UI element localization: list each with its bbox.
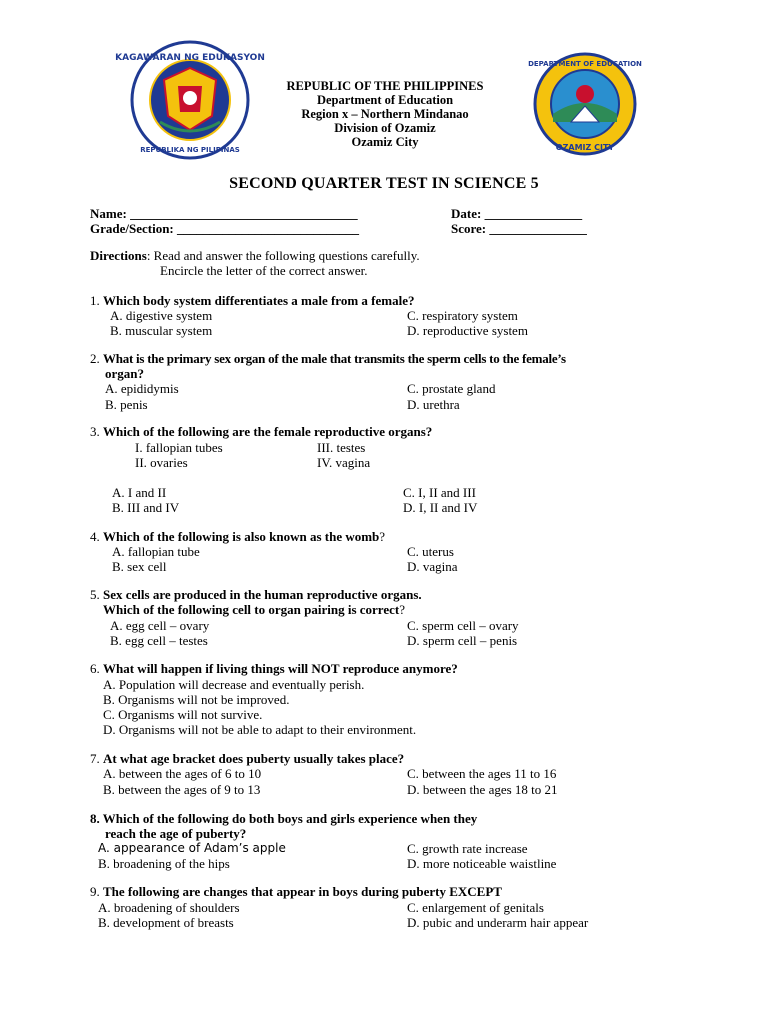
ozamiz-division-seal-logo	[528, 52, 642, 156]
svg-text:KAGAWARAN NG EDUKASYON: KAGAWARAN NG EDUKASYON	[115, 53, 265, 63]
name-field[interactable]: Name: ___________________________________	[90, 206, 358, 221]
q3-option-b[interactable]: B. III and IV	[112, 500, 180, 515]
q1-option-a[interactable]: A. digestive system	[110, 308, 213, 323]
question-2: 2. What is the primary sex organ of the male that transmits the sperm cells to the female’s	[90, 351, 566, 366]
grade-section-field[interactable]: Grade/Section: ____________________________	[90, 221, 360, 236]
q6-option-c[interactable]: C. Organisms will not survive.	[103, 707, 263, 722]
q3-option-d[interactable]: D. I, II and IV	[403, 500, 478, 515]
deped-seal-logo	[115, 40, 265, 160]
svg-text:OZAMIZ CITY: OZAMIZ CITY	[555, 143, 615, 152]
q5-option-b[interactable]: B. egg cell – testes	[110, 633, 208, 648]
q3-item-iii: III. testes	[317, 440, 366, 455]
q2-option-a[interactable]: A. epididymis	[105, 381, 179, 396]
header-line-region: Region x – Northern Mindanao	[301, 107, 469, 121]
question-1: 1. Which body system differentiates a male from a female?	[90, 293, 415, 308]
q7-option-a[interactable]: A. between the ages of 6 to 10	[103, 766, 262, 781]
q5-option-a[interactable]: A. egg cell – ovary	[110, 618, 210, 633]
q9-option-b[interactable]: B. development of breasts	[98, 915, 234, 930]
svg-text:DEPARTMENT OF EDUCATION: DEPARTMENT OF EDUCATION	[528, 60, 642, 68]
q4-option-c[interactable]: C. uterus	[407, 544, 454, 559]
directions-text: : Read and answer the following questions carefully.	[146, 248, 420, 263]
header-block	[240, 79, 530, 149]
q5-option-c[interactable]: C. sperm cell – ovary	[407, 618, 519, 633]
question-7: 7. At what age bracket does puberty usually takes place?	[90, 751, 405, 766]
q3-option-c[interactable]: C. I, II and III	[403, 485, 476, 500]
question-3-text: Which of the following are the female reproductive organs?	[103, 424, 433, 439]
score-field[interactable]: Score: _______________	[451, 221, 587, 236]
q7-option-c[interactable]: C. between the ages 11 to 16	[407, 766, 557, 781]
q2-option-b[interactable]: B. penis	[105, 397, 148, 412]
q8-option-a[interactable]: A. appearance of Adam’s apple	[98, 841, 286, 855]
question-9: 9. The following are changes that appear in boys during puberty EXCEPT	[90, 884, 502, 899]
q5-option-d[interactable]: D. sperm cell – penis	[407, 633, 518, 648]
q3-option-a[interactable]: A. I and II	[112, 485, 167, 500]
question-8: 8. Which of the following do both boys and girls experience when they	[90, 811, 478, 826]
question-2-text-cont: organ?	[105, 366, 144, 381]
date-field[interactable]: Date: _______________	[451, 206, 583, 221]
q6-option-d[interactable]: D. Organisms will not be able to adapt to their environment.	[103, 722, 417, 737]
q3-item-iv: IV. vagina	[317, 455, 371, 470]
q3-item-i: I. fallopian tubes	[135, 440, 223, 455]
question-6: 6. What will happen if living things will NOT reproduce anymore?	[90, 661, 458, 676]
question-3: 3. Which of the following are the female reproductive organs?	[90, 424, 433, 439]
q9-option-d[interactable]: D. pubic and underarm hair appear	[407, 915, 589, 930]
directions-line-2: Encircle the letter of the correct answer.	[160, 263, 368, 278]
header-line-department: Department of Education	[316, 93, 454, 107]
q1-option-c[interactable]: C. respiratory system	[407, 308, 518, 323]
directions-label: Directions	[90, 248, 147, 263]
question-5-text: Sex cells are produced in the human reproductive organs.	[103, 587, 422, 602]
question-6-text: What will happen if living things will NOT reproduce anymore?	[103, 661, 458, 676]
q2-option-c[interactable]: C. prostate gland	[407, 381, 496, 396]
q1-option-d[interactable]: D. reproductive system	[407, 323, 528, 338]
q1-option-b[interactable]: B. muscular system	[110, 323, 213, 338]
question-5-text-cont: Which of the following cell to organ pairing is correct?	[103, 602, 405, 617]
q9-option-a[interactable]: A. broadening of shoulders	[98, 900, 240, 915]
q9-option-c[interactable]: C. enlargement of genitals	[407, 900, 544, 915]
q8-option-b[interactable]: B. broadening of the hips	[98, 856, 230, 871]
q7-option-b[interactable]: B. between the ages of 9 to 13	[103, 782, 261, 797]
question-8-text-cont: reach the age of puberty?	[105, 826, 247, 841]
page-title: SECOND QUARTER TEST IN SCIENCE 5	[229, 175, 539, 192]
q8-option-d[interactable]: D. more noticeable waistline	[407, 856, 557, 871]
header-line-city: Ozamiz City	[351, 135, 419, 149]
question-1-text: Which body system differentiates a male from a female?	[103, 293, 415, 308]
q2-option-d[interactable]: D. urethra	[407, 397, 460, 412]
header-line-republic: REPUBLIC OF THE PHILIPPINES	[286, 79, 484, 93]
directions-line-1	[90, 248, 420, 263]
header-line-division: Division of Ozamiz	[334, 121, 436, 135]
q6-option-b[interactable]: B. Organisms will not be improved.	[103, 692, 290, 707]
q8-option-c[interactable]: C. growth rate increase	[407, 841, 528, 856]
q6-option-a[interactable]: A. Population will decrease and eventually perish.	[103, 677, 365, 692]
q3-item-ii: II. ovaries	[135, 455, 188, 470]
question-2-text: What is the primary sex organ of the male that transmits the sperm cells to the female’s	[103, 351, 566, 366]
question-8-text: Which of the following do both boys and girls experience when they	[102, 811, 478, 826]
question-5: 5. Sex cells are produced in the human reproductive organs.	[90, 587, 422, 602]
q4-option-a[interactable]: A. fallopian tube	[112, 544, 200, 559]
question-7-text: At what age bracket does puberty usually takes place?	[103, 751, 405, 766]
q4-option-d[interactable]: D. vagina	[407, 559, 458, 574]
svg-text:REPUBLIKA NG PILIPINAS: REPUBLIKA NG PILIPINAS	[140, 146, 240, 154]
question-4-text: Which of the following is also known as the womb	[103, 529, 380, 544]
question-4: 4. Which of the following is also known as the womb?	[90, 529, 386, 544]
question-9-text: The following are changes that appear in boys during puberty EXCEPT	[103, 884, 502, 899]
q7-option-d[interactable]: D. between the ages 18 to 21	[407, 782, 558, 797]
q4-option-b[interactable]: B. sex cell	[112, 559, 167, 574]
